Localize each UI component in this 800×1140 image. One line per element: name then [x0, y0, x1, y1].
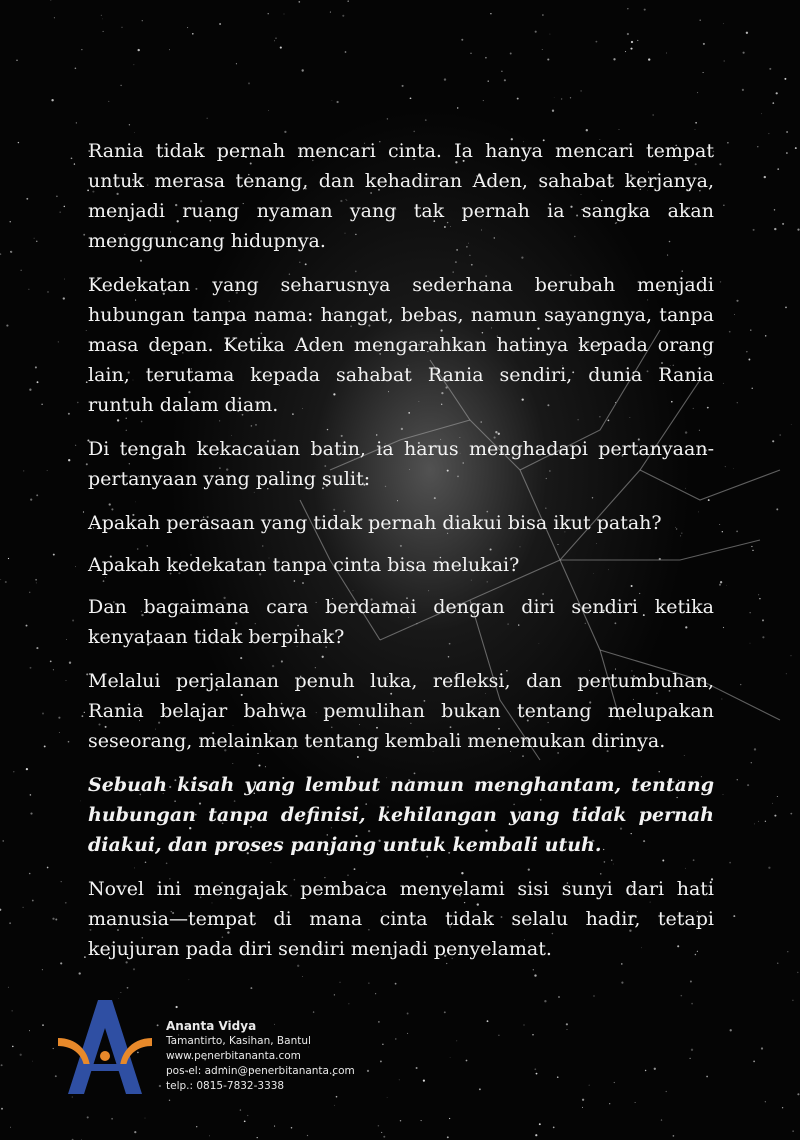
- publisher-website: www.penerbitananta.com: [166, 1050, 301, 1062]
- blurb-question-2: Apakah kedekatan tanpa cinta bisa melukai?: [88, 554, 520, 576]
- blurb-paragraph-2: Kedekatan yang seharusnya sederhana berubah menjadi hubungan tanpa nama: hangat, bebas, namun sayangnya, tanpa masa depan. Ketika Aden mengarahkan hatinya kepada orang lain, terutama kepada sahabat Rania sendiri, dunia Rania runtuh dalam diam.: [88, 274, 714, 416]
- publisher-logo-icon: [54, 998, 154, 1098]
- publisher-info: [166, 1018, 355, 1094]
- blurb-closing: Novel ini mengajak pembaca menyelami sisi sunyi dari hati manusia—tempat di mana cinta tidak selalu hadir, tetapi kejujuran pada diri sendiri menjadi penyelamat.: [88, 878, 714, 960]
- blurb-paragraph-7: Melalui perjalanan penuh luka, refleksi, dan pertumbuhan, Rania belajar bahwa pemulihan bukan tentang melupakan seseorang, melainkan tentang kembali menemukan dirinya.: [88, 670, 714, 752]
- publisher-block: [54, 998, 414, 1108]
- publisher-name: Ananta Vidya: [166, 1019, 257, 1033]
- blurb-question-1: Apakah perasaan yang tidak pernah diakui bisa ikut patah?: [88, 512, 662, 534]
- blurb-text: [88, 136, 714, 978]
- blurb-tagline: Sebuah kisah yang lembut namun menghantam, tentang hubungan tanpa definisi, kehilangan yang tidak pernah diakui, dan proses panjang untuk kembali utuh.: [88, 774, 714, 856]
- publisher-email: pos-el: admin@penerbitananta.com: [166, 1065, 355, 1077]
- blurb-paragraph-3: Di tengah kekacauan batin, ia harus menghadapi pertanyaan-pertanyaan yang paling sulit:: [88, 438, 714, 490]
- blurb-question-3: Dan bagaimana cara berdamai dengan diri sendiri ketika kenyataan tidak berpihak?: [88, 596, 714, 648]
- publisher-address: Tamantirto, Kasihan, Bantul: [166, 1035, 311, 1047]
- blurb-paragraph-1: Rania tidak pernah mencari cinta. Ia hanya mencari tempat untuk merasa tenang, dan kehadiran Aden, sahabat kerjanya, menjadi ruang nyaman yang tak pernah ia sangka akan mengguncang hidupnya.: [88, 140, 714, 252]
- publisher-phone: telp.: 0815-7832-3338: [166, 1080, 285, 1092]
